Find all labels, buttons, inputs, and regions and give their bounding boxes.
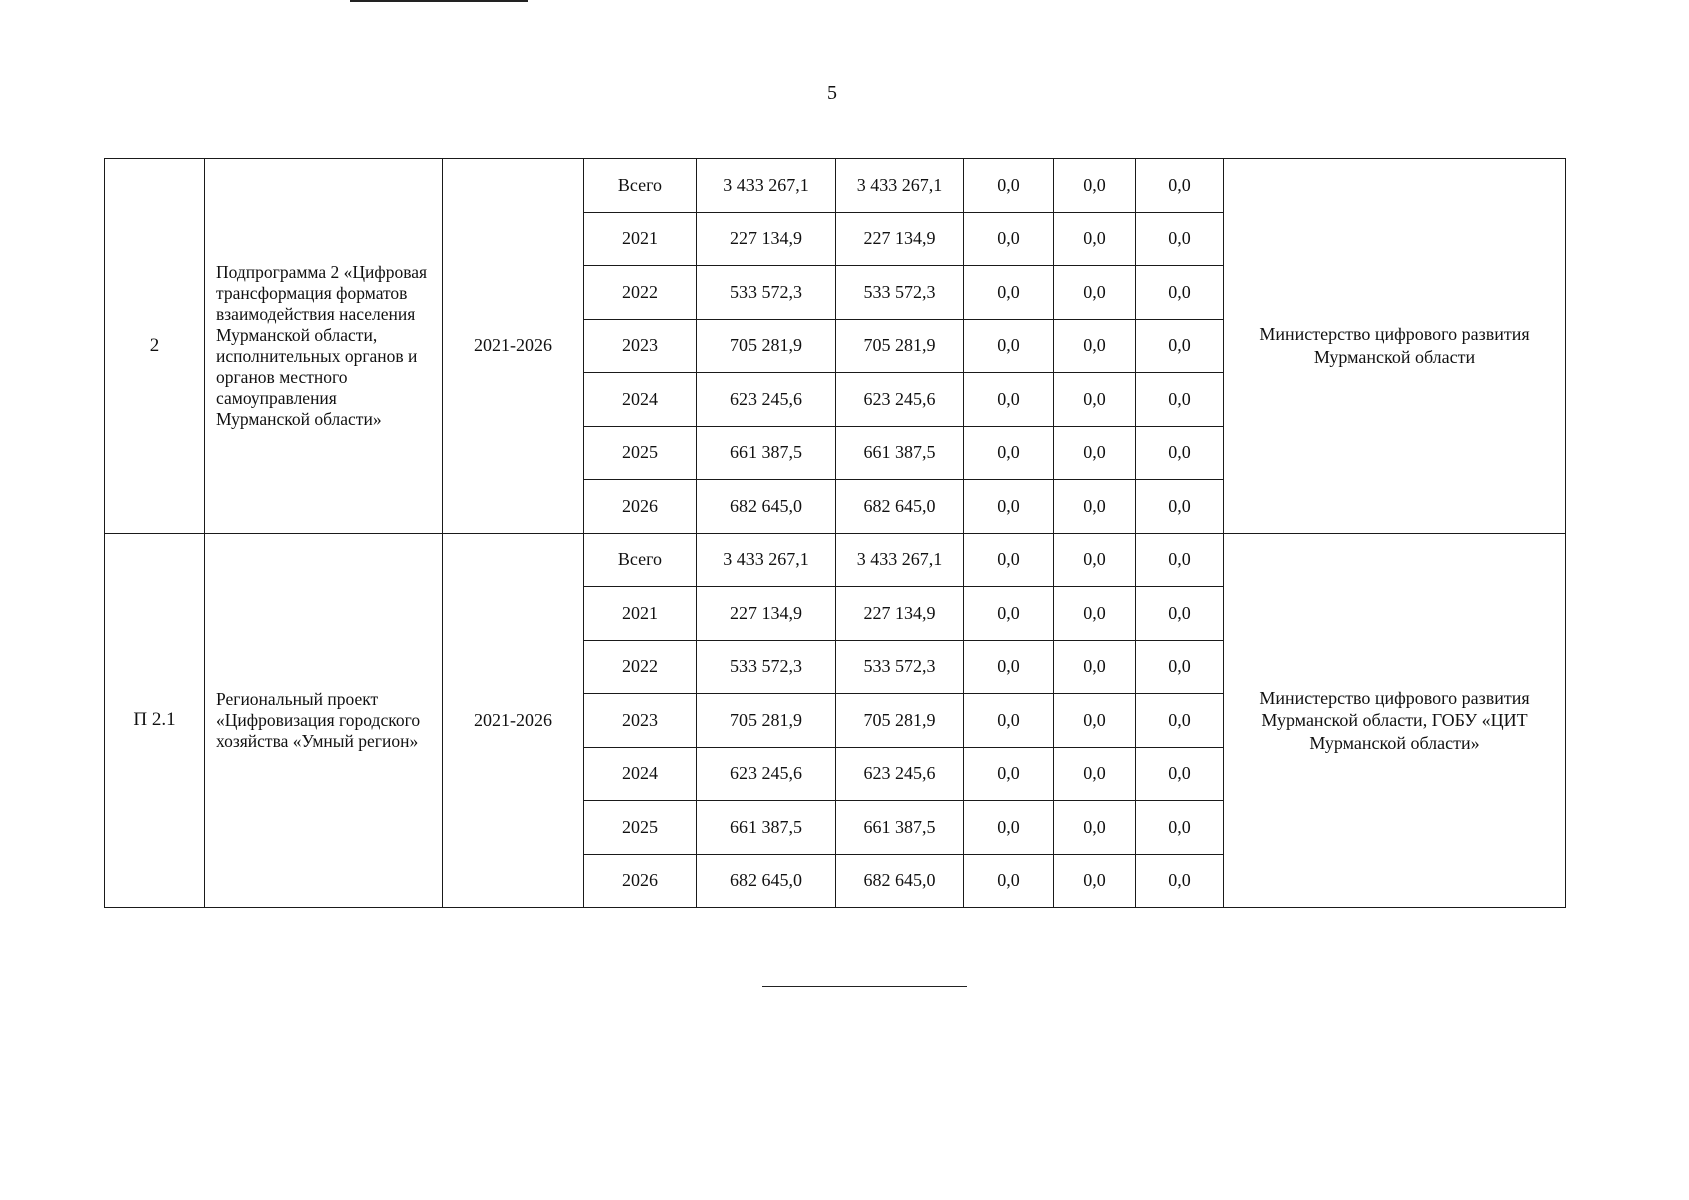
federal-budget-cell: 0,0 <box>964 640 1054 694</box>
local-budget-cell: 0,0 <box>1054 533 1136 587</box>
regional-budget-cell: 623 245,6 <box>836 373 964 427</box>
other-sources-cell: 0,0 <box>1136 212 1224 266</box>
year-cell: Всего <box>584 533 697 587</box>
local-budget-cell: 0,0 <box>1054 373 1136 427</box>
total-cell: 661 387,5 <box>697 426 836 480</box>
footer-rule <box>762 986 967 987</box>
year-cell: 2022 <box>584 640 697 694</box>
regional-budget-cell: 623 245,6 <box>836 747 964 801</box>
federal-budget-cell: 0,0 <box>964 694 1054 748</box>
other-sources-cell: 0,0 <box>1136 480 1224 534</box>
year-cell: 2025 <box>584 426 697 480</box>
total-cell: 227 134,9 <box>697 587 836 641</box>
local-budget-cell: 0,0 <box>1054 587 1136 641</box>
other-sources-cell: 0,0 <box>1136 319 1224 373</box>
other-sources-cell: 0,0 <box>1136 159 1224 213</box>
regional-budget-cell: 533 572,3 <box>836 640 964 694</box>
federal-budget-cell: 0,0 <box>964 319 1054 373</box>
other-sources-cell: 0,0 <box>1136 747 1224 801</box>
local-budget-cell: 0,0 <box>1054 694 1136 748</box>
other-sources-cell: 0,0 <box>1136 426 1224 480</box>
program-name: Региональный проект «Цифровизация городского хозяйства «Умный регион» <box>205 533 443 908</box>
regional-budget-cell: 227 134,9 <box>836 212 964 266</box>
regional-budget-cell: 661 387,5 <box>836 426 964 480</box>
year-cell: 2023 <box>584 694 697 748</box>
total-cell: 3 433 267,1 <box>697 533 836 587</box>
total-cell: 533 572,3 <box>697 640 836 694</box>
regional-budget-cell: 661 387,5 <box>836 801 964 855</box>
program-name: Подпрограмма 2 «Цифровая трансформация форматов взаимодействия населения Мурманской области, исполнительных органов и органов местного самоуправления Мурманской области» <box>205 159 443 534</box>
local-budget-cell: 0,0 <box>1054 426 1136 480</box>
regional-budget-cell: 682 645,0 <box>836 480 964 534</box>
table-body <box>105 159 1566 908</box>
total-cell: 705 281,9 <box>697 319 836 373</box>
responsible-executor: Министерство цифрового развития Мурманской области <box>1224 159 1566 534</box>
total-cell: 227 134,9 <box>697 212 836 266</box>
federal-budget-cell: 0,0 <box>964 533 1054 587</box>
federal-budget-cell: 0,0 <box>964 266 1054 320</box>
total-cell: 623 245,6 <box>697 373 836 427</box>
page-number: 5 <box>827 82 837 104</box>
federal-budget-cell: 0,0 <box>964 854 1054 908</box>
regional-budget-cell: 3 433 267,1 <box>836 159 964 213</box>
implementation-period: 2021-2026 <box>443 533 584 908</box>
other-sources-cell: 0,0 <box>1136 640 1224 694</box>
local-budget-cell: 0,0 <box>1054 801 1136 855</box>
local-budget-cell: 0,0 <box>1054 854 1136 908</box>
federal-budget-cell: 0,0 <box>964 373 1054 427</box>
local-budget-cell: 0,0 <box>1054 266 1136 320</box>
responsible-executor: Министерство цифрового развития Мурманской области, ГОБУ «ЦИТ Мурманской области» <box>1224 533 1566 908</box>
federal-budget-cell: 0,0 <box>964 159 1054 213</box>
scan-edge-mark <box>350 0 528 2</box>
year-cell: 2022 <box>584 266 697 320</box>
federal-budget-cell: 0,0 <box>964 801 1054 855</box>
table-row <box>105 533 1566 587</box>
total-cell: 623 245,6 <box>697 747 836 801</box>
federal-budget-cell: 0,0 <box>964 212 1054 266</box>
other-sources-cell: 0,0 <box>1136 587 1224 641</box>
table-row <box>105 159 1566 213</box>
federal-budget-cell: 0,0 <box>964 747 1054 801</box>
regional-budget-cell: 533 572,3 <box>836 266 964 320</box>
year-cell: 2021 <box>584 587 697 641</box>
regional-budget-cell: 227 134,9 <box>836 587 964 641</box>
year-cell: Всего <box>584 159 697 213</box>
year-cell: 2026 <box>584 480 697 534</box>
local-budget-cell: 0,0 <box>1054 480 1136 534</box>
regional-budget-cell: 3 433 267,1 <box>836 533 964 587</box>
other-sources-cell: 0,0 <box>1136 266 1224 320</box>
year-cell: 2024 <box>584 747 697 801</box>
regional-budget-cell: 705 281,9 <box>836 319 964 373</box>
financing-table <box>104 158 1566 908</box>
other-sources-cell: 0,0 <box>1136 854 1224 908</box>
other-sources-cell: 0,0 <box>1136 373 1224 427</box>
year-cell: 2024 <box>584 373 697 427</box>
total-cell: 3 433 267,1 <box>697 159 836 213</box>
other-sources-cell: 0,0 <box>1136 694 1224 748</box>
total-cell: 705 281,9 <box>697 694 836 748</box>
year-cell: 2026 <box>584 854 697 908</box>
regional-budget-cell: 682 645,0 <box>836 854 964 908</box>
other-sources-cell: 0,0 <box>1136 533 1224 587</box>
regional-budget-cell: 705 281,9 <box>836 694 964 748</box>
total-cell: 661 387,5 <box>697 801 836 855</box>
local-budget-cell: 0,0 <box>1054 319 1136 373</box>
federal-budget-cell: 0,0 <box>964 480 1054 534</box>
federal-budget-cell: 0,0 <box>964 426 1054 480</box>
row-index: 2 <box>105 159 205 534</box>
year-cell: 2025 <box>584 801 697 855</box>
year-cell: 2023 <box>584 319 697 373</box>
local-budget-cell: 0,0 <box>1054 159 1136 213</box>
total-cell: 682 645,0 <box>697 480 836 534</box>
other-sources-cell: 0,0 <box>1136 801 1224 855</box>
local-budget-cell: 0,0 <box>1054 212 1136 266</box>
local-budget-cell: 0,0 <box>1054 640 1136 694</box>
total-cell: 682 645,0 <box>697 854 836 908</box>
local-budget-cell: 0,0 <box>1054 747 1136 801</box>
federal-budget-cell: 0,0 <box>964 587 1054 641</box>
row-index: П 2.1 <box>105 533 205 908</box>
year-cell: 2021 <box>584 212 697 266</box>
implementation-period: 2021-2026 <box>443 159 584 534</box>
total-cell: 533 572,3 <box>697 266 836 320</box>
